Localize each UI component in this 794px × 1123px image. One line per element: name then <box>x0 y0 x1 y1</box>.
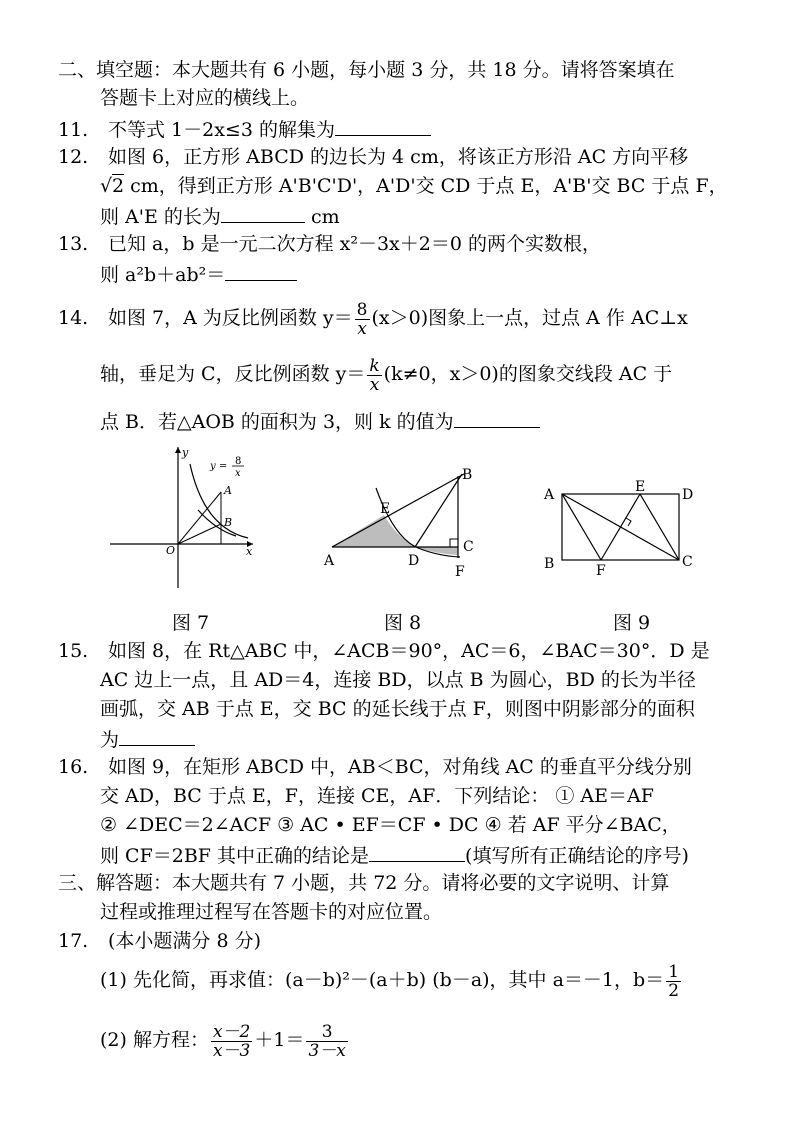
point-c-label: C <box>682 554 693 570</box>
question-15-line2: AC 边上一点，且 AD＝4，连接 BD，以点 B 为圆心，BD 的长为半径 <box>100 669 696 691</box>
question-14-line2 <box>100 356 672 394</box>
point-b-label: B <box>544 556 555 572</box>
question-text: 为 <box>100 729 120 751</box>
function-denominator: x <box>235 468 241 479</box>
question-14-line3 <box>100 407 540 435</box>
point-f-label: F <box>596 563 606 577</box>
point-b-label: B <box>462 467 473 483</box>
question-text: 如图 8，在 Rt△ABC 中，∠ACB＝90°，AC＝6，∠BAC＝30°．D 是 <box>108 640 710 662</box>
answer-blank[interactable] <box>454 407 540 428</box>
question-text: 点 B．若△AOB 的面积为 3，则 k 的值为 <box>100 411 454 433</box>
fraction-8-over-x: $\frac{8}{x}$ <box>356 299 368 339</box>
question-number: 11. <box>58 119 89 141</box>
fraction-k-over-x: $\frac{k}{x}$ <box>369 355 380 395</box>
x-axis-label: x <box>246 545 253 558</box>
question-number: 12. <box>58 146 89 168</box>
figure-8 <box>322 462 487 582</box>
question-number: 13. <box>58 233 89 255</box>
answer-blank[interactable] <box>335 115 431 136</box>
question-text: 如图 7，A 为反比例函数 y＝ <box>108 307 353 329</box>
question-17 <box>58 928 261 954</box>
question-text: (x＞0)图象上一点，过点 A 作 AC⊥x <box>371 307 688 329</box>
point-e-label: E <box>380 501 391 517</box>
unit-text: cm <box>304 206 340 228</box>
answer-blank[interactable] <box>369 841 465 862</box>
section2-heading: 二、填空题：本大题共有 6 小题，每小题 3 分，共 18 分。请将答案填在 <box>58 59 675 81</box>
figure-7-caption: 图 7 <box>172 612 210 634</box>
function-label: y = <box>210 461 228 472</box>
question-16-line2: 交 AD，BC 于点 E，F，连接 CE，AF．下列结论： ① AE＝AF <box>100 785 654 807</box>
point-f-label: F <box>455 564 465 580</box>
question-text: (k≠0，x＞0)的图象交线段 AC 于 <box>383 363 673 385</box>
figure-8-caption: 图 8 <box>384 612 422 634</box>
question-15-line4 <box>100 725 195 753</box>
question-text: 如图 6，正方形 ABCD 的边长为 4 cm，将该正方形沿 AC 方向平移 <box>108 146 689 168</box>
question-14 <box>58 300 688 338</box>
question-16 <box>58 754 692 780</box>
question-text: 如图 9，在矩形 ABCD 中，AB＜BC，对角线 AC 的垂直平分线分别 <box>108 756 692 778</box>
section3-heading: 三、解答题：本大题共有 7 小题，共 72 分。请将必要的文字说明、计算 <box>58 872 670 894</box>
question-text: 不等式 1－2x≤3 的解集为 <box>108 119 335 141</box>
fraction-right: $\frac{3}{3-x}$ <box>308 1021 346 1061</box>
equation-middle: ＋1＝ <box>254 1029 305 1051</box>
question-15 <box>58 638 710 664</box>
question-text: 轴，垂足为 C，反比例函数 y＝ <box>100 363 366 385</box>
point-b-label: B <box>224 516 233 529</box>
point-d-label: D <box>408 553 420 569</box>
question-12-line3 <box>100 202 340 230</box>
answer-blank[interactable] <box>221 202 305 223</box>
question-number: 16. <box>58 756 89 778</box>
sqrt-symbol: √ 2 <box>100 175 125 197</box>
question-number: 15. <box>58 640 89 662</box>
question-text: 则 A'E 的长为 <box>100 206 221 228</box>
question-number: 17. <box>58 930 89 952</box>
point-a-label: A <box>224 484 232 497</box>
question-text: 则 a²b＋ab²＝ <box>100 264 226 286</box>
point-a-label: A <box>324 553 335 569</box>
figure-7 <box>108 442 258 592</box>
question-12-line2 <box>100 173 728 199</box>
point-d-label: D <box>682 487 694 503</box>
point-e-label: E <box>635 479 646 495</box>
question-text: (2) 解方程： <box>100 1029 209 1051</box>
question-16-line3: ② ∠DEC＝2∠ACF ③ AC • EF＝CF • DC ④ 若 AF 平分∠BAC， <box>100 814 681 836</box>
fraction-left: $\frac{x-2}{x-3}$ <box>212 1021 251 1061</box>
question-head: (本小题满分 8 分) <box>108 930 261 952</box>
question-12 <box>58 144 688 170</box>
question-13 <box>58 231 601 257</box>
question-15-line3: 画弧，交 AB 于点 E，交 BC 的延长线于点 F，则图中阴影部分的面积 <box>100 698 695 720</box>
question-text: 已知 a，b 是一元二次方程 x²－3x＋2＝0 的两个实数根， <box>108 233 601 255</box>
fraction-one-half: $\frac{1}{2}$ <box>668 961 680 1001</box>
question-13-line2 <box>100 260 297 288</box>
question-text: cm，得到正方形 A'B'C'D'，A'D'交 CD 于点 E，A'B'交 BC 于点 F， <box>124 175 728 197</box>
y-axis-label: y <box>182 446 189 459</box>
section3-heading-cont: 过程或推理过程写在答题卡的对应位置。 <box>100 901 443 923</box>
question-16-line4 <box>100 841 689 869</box>
section2-heading-cont: 答题卡上对应的横线上。 <box>100 87 310 109</box>
question-text: 则 CF＝2BF 其中正确的结论是 <box>100 845 370 867</box>
question-17-part1 <box>100 960 683 1000</box>
point-a-label: A <box>544 487 555 503</box>
question-text: (1) 先化简，再求值：(a－b)²－(a＋b) (b－a)，其中 a＝－1，b＝ <box>100 969 665 991</box>
question-11 <box>58 115 431 143</box>
answer-blank[interactable] <box>225 260 297 281</box>
figure-9 <box>540 477 705 577</box>
question-text: (填写所有正确结论的序号) <box>465 845 689 867</box>
question-number: 14. <box>58 307 89 329</box>
function-numerator: 8 <box>235 456 242 467</box>
answer-blank[interactable] <box>119 725 195 746</box>
point-c-label: C <box>463 539 474 555</box>
question-17-part2 <box>100 1020 350 1060</box>
origin-label: O <box>166 544 176 557</box>
figure-9-caption: 图 9 <box>613 612 651 634</box>
